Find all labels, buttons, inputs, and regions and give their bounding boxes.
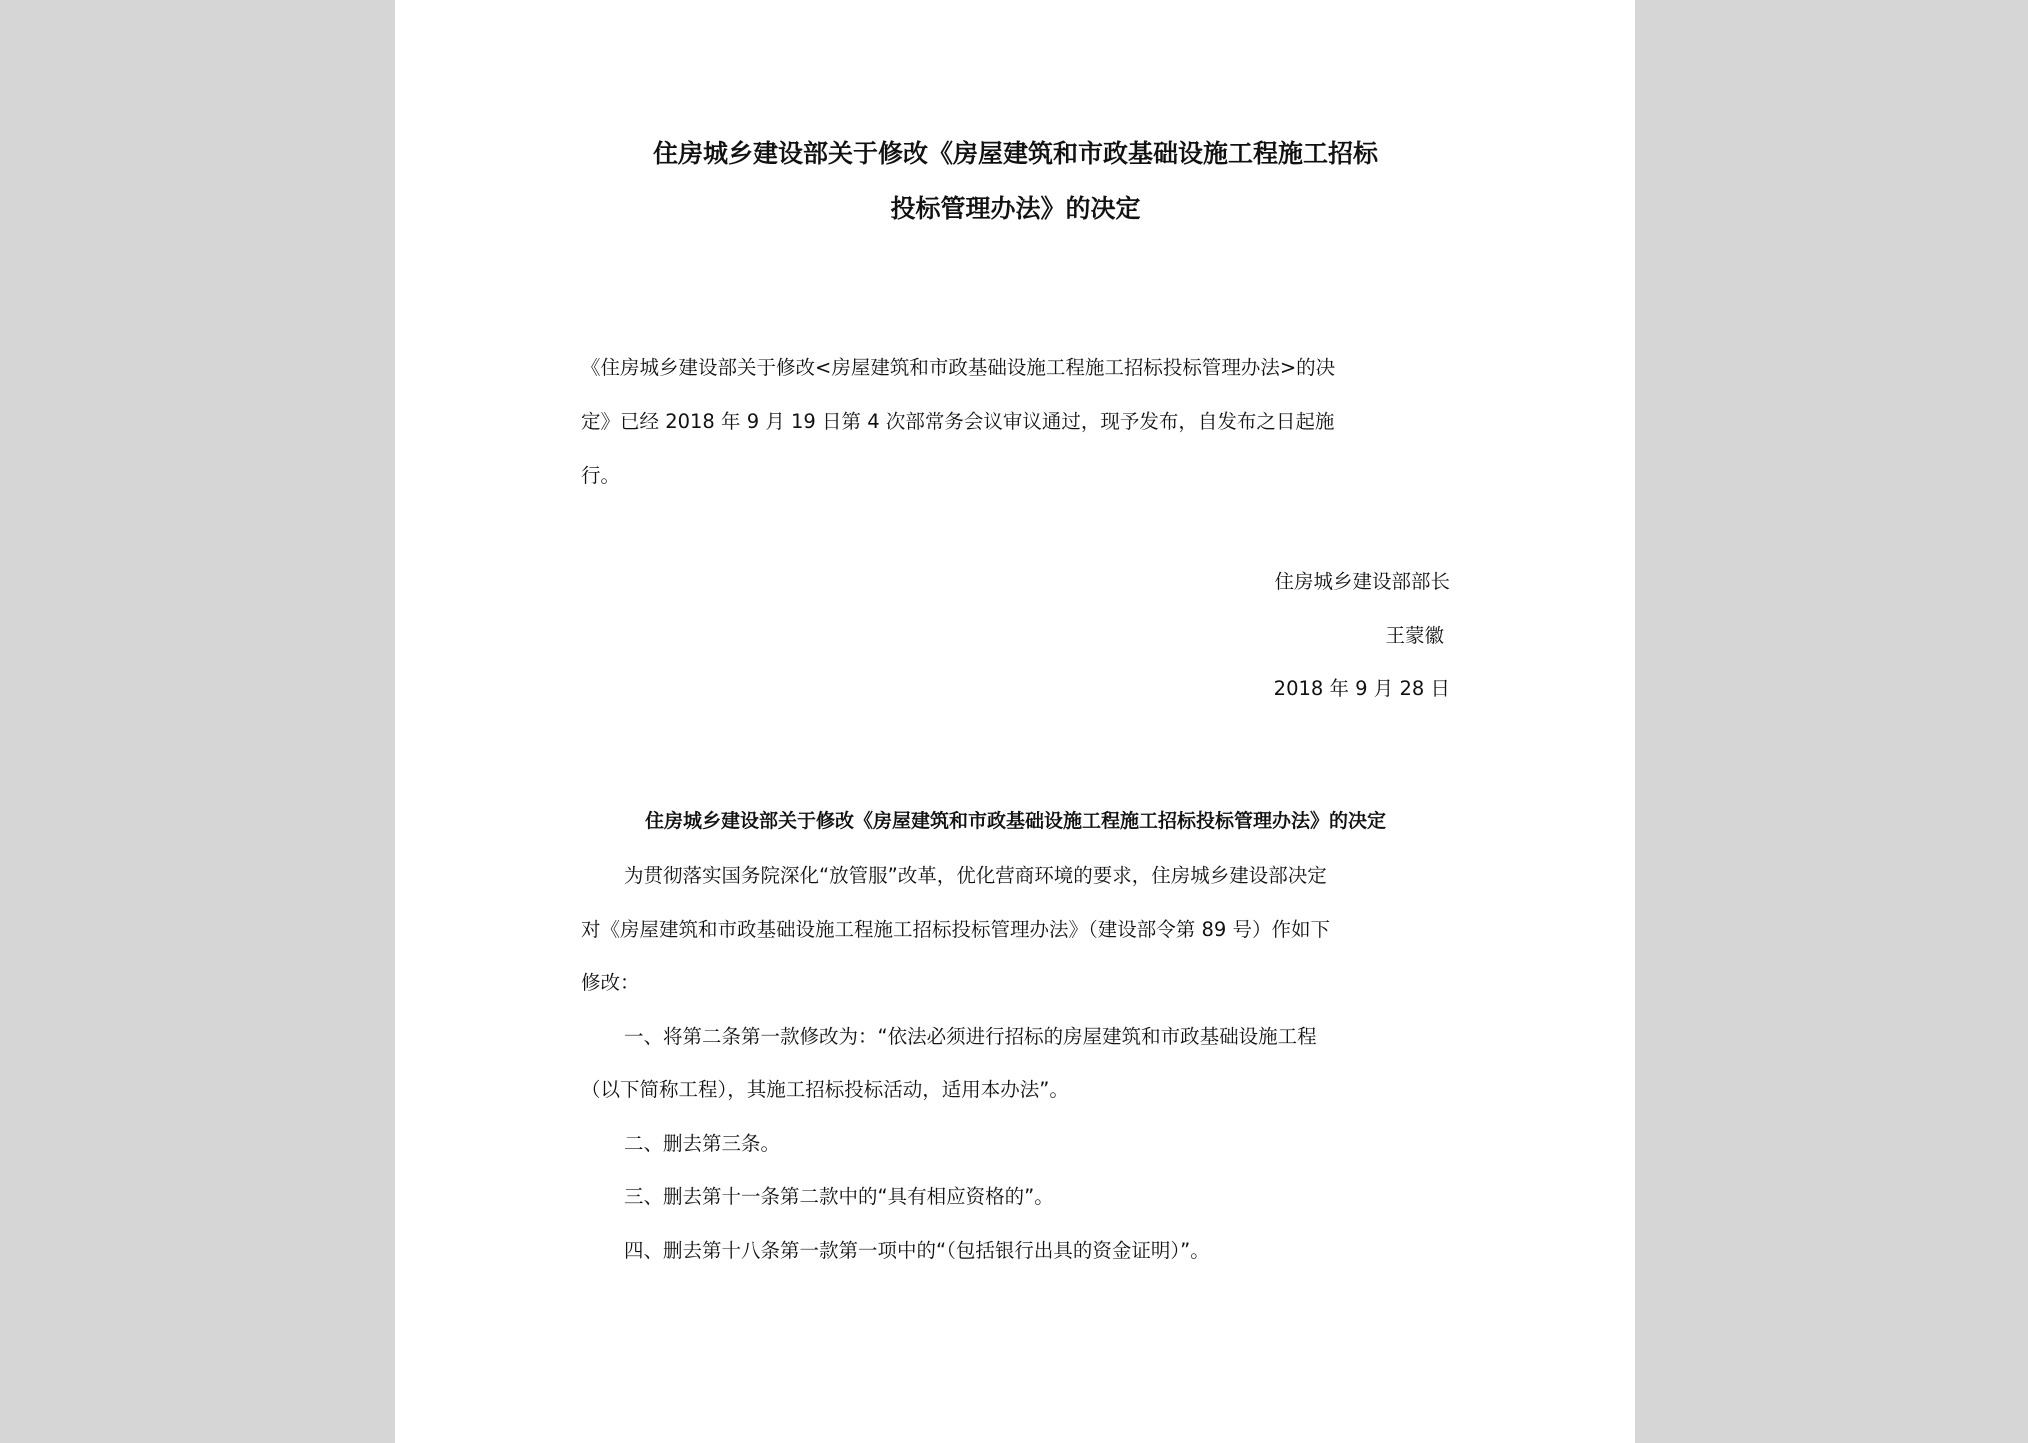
decision-item2: 二、删去第三条。 [624, 1132, 781, 1155]
decision-item4: 四、删去第十八条第一款第一项中的“（包括银行出具的资金证明）”。 [624, 1239, 1210, 1262]
decision-item3: 三、删去第十一条第二款中的“具有相应资格的”。 [624, 1185, 1054, 1208]
document-page [395, 0, 1635, 1443]
decision-para1-line-3: 修改： [581, 971, 640, 994]
decision-heading: 住房城乡建设部关于修改《房屋建筑和市政基础设施工程施工招标投标管理办法》的决定 [644, 810, 1386, 832]
decision-para1-line-1: 为贯彻落实国务院深化“放管服”改革，优化营商环境的要求，住房城乡建设部决定 [624, 864, 1327, 887]
decision-item1-line-1: 一、将第二条第一款修改为：“依法必须进行招标的房屋建筑和市政基础设施工程 [624, 1025, 1317, 1048]
intro-line-2: 定》已经 2018 年 9 月 19 日第 4 次部常务会议审议通过，现予发布，自发布之日起施 [581, 410, 1335, 433]
document-title-line-1: 住房城乡建设部关于修改《房屋建筑和市政基础设施工程施工招标 [652, 139, 1378, 168]
signature-office: 住房城乡建设部部长 [1274, 570, 1450, 593]
intro-line-1: 《住房城乡建设部关于修改<房屋建筑和市政基础设施工程施工招标投标管理办法>的决 [581, 356, 1336, 379]
signature-name: 王蒙徽 [1385, 624, 1444, 647]
decision-para1-line-2: 对《房屋建筑和市政基础设施工程施工招标投标管理办法》（建设部令第 89 号）作如下 [581, 918, 1330, 941]
intro-line-3: 行。 [581, 464, 621, 487]
signature-date: 2018 年 9 月 28 日 [1273, 677, 1450, 700]
decision-item1-line-2: （以下简称工程），其施工招标投标活动，适用本办法”。 [581, 1078, 1069, 1101]
document-title-line-2: 投标管理办法》的决定 [890, 194, 1141, 223]
